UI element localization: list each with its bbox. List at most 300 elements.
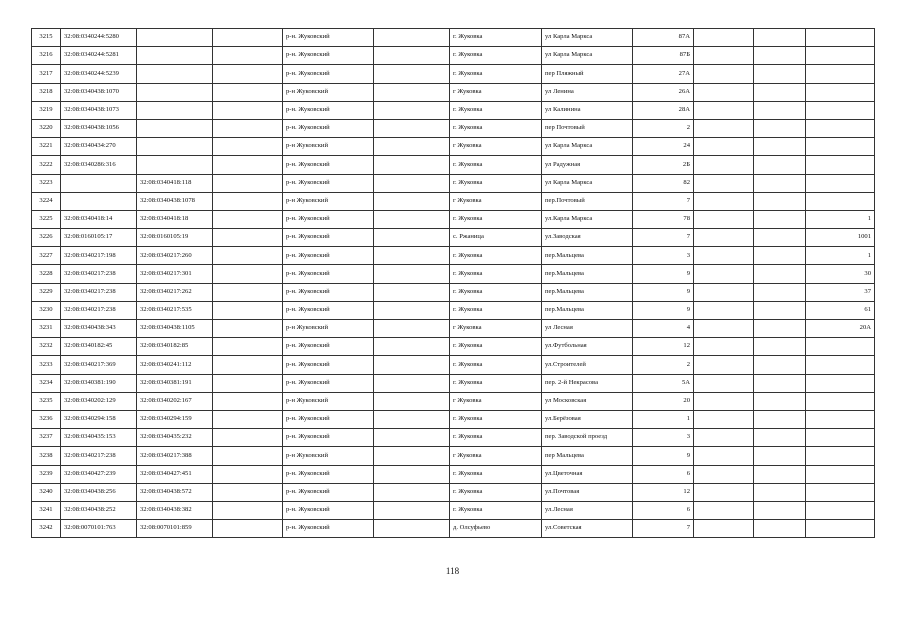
- district-cell: р-н. Жуковский: [283, 156, 374, 174]
- district-cell: р-н. Жуковский: [283, 356, 374, 374]
- apartment-number-cell: [806, 410, 875, 428]
- house-number-cell: 3: [633, 247, 694, 265]
- cadastral-number-alt-cell: [137, 119, 213, 137]
- blank-cell: [374, 156, 450, 174]
- locality-cell: г Жуковка: [450, 138, 542, 156]
- blank-cell: [694, 83, 754, 101]
- apartment-number-cell: 1: [806, 210, 875, 228]
- locality-cell: г. Жуковка: [450, 65, 542, 83]
- blank-cell: [694, 210, 754, 228]
- blank-cell: [694, 501, 754, 519]
- house-number-cell: 2: [633, 356, 694, 374]
- blank-cell: [694, 119, 754, 137]
- district-cell: р-н Жуковский: [283, 392, 374, 410]
- blank-cell: [213, 501, 283, 519]
- cadastral-number-cell: 32:08:0160105:17: [61, 229, 137, 247]
- blank-cell: [374, 65, 450, 83]
- district-cell: р-н. Жуковский: [283, 210, 374, 228]
- district-cell: р-н. Жуковский: [283, 501, 374, 519]
- apartment-number-cell: 30: [806, 265, 875, 283]
- street-cell: ул.Берёзовая: [542, 410, 633, 428]
- locality-cell: г. Жуковка: [450, 483, 542, 501]
- apartment-number-cell: [806, 119, 875, 137]
- street-cell: ул.Строителей: [542, 356, 633, 374]
- cadastral-number-alt-cell: [137, 47, 213, 65]
- blank-cell: [213, 192, 283, 210]
- cadastral-number-alt-cell: 32:08:0340241:112: [137, 356, 213, 374]
- cadastral-number-alt-cell: 32:08:0160105:19: [137, 229, 213, 247]
- table-row: [32, 174, 875, 192]
- table-row: [32, 501, 875, 519]
- street-cell: пер Мальцева: [542, 447, 633, 465]
- blank-cell: [754, 47, 806, 65]
- blank-cell: [694, 138, 754, 156]
- row-index-cell: 3233: [32, 356, 61, 374]
- cadastral-number-alt-cell: 32:08:0340202:167: [137, 392, 213, 410]
- cadastral-number-cell: 32:08:0340217:238: [61, 301, 137, 319]
- blank-cell: [213, 174, 283, 192]
- apartment-number-cell: [806, 29, 875, 47]
- blank-cell: [213, 447, 283, 465]
- locality-cell: г. Жуковка: [450, 47, 542, 65]
- locality-cell: г. Жуковка: [450, 410, 542, 428]
- locality-cell: д. Олсуфьево: [450, 520, 542, 538]
- blank-cell: [754, 265, 806, 283]
- cadastral-number-alt-cell: 32:08:0340438:572: [137, 483, 213, 501]
- row-index-cell: 3241: [32, 501, 61, 519]
- district-cell: р-н. Жуковский: [283, 374, 374, 392]
- table-row: [32, 374, 875, 392]
- blank-cell: [213, 338, 283, 356]
- registry-table: [31, 28, 875, 538]
- blank-cell: [374, 29, 450, 47]
- apartment-number-cell: [806, 447, 875, 465]
- cadastral-number-alt-cell: 32:08:0340418:118: [137, 174, 213, 192]
- apartment-number-cell: [806, 156, 875, 174]
- house-number-cell: 3: [633, 429, 694, 447]
- cadastral-number-cell: 32:08:0340217:238: [61, 265, 137, 283]
- street-cell: пер.Почтовый: [542, 192, 633, 210]
- locality-cell: г. Жуковка: [450, 210, 542, 228]
- house-number-cell: 9: [633, 447, 694, 465]
- row-index-cell: 3223: [32, 174, 61, 192]
- table-row: [32, 447, 875, 465]
- locality-cell: г Жуковка: [450, 320, 542, 338]
- street-cell: ул Калинина: [542, 101, 633, 119]
- house-number-cell: 26А: [633, 83, 694, 101]
- district-cell: р-н. Жуковский: [283, 47, 374, 65]
- cadastral-number-cell: 32:08:0340438:252: [61, 501, 137, 519]
- blank-cell: [694, 283, 754, 301]
- house-number-cell: 7: [633, 520, 694, 538]
- apartment-number-cell: [806, 138, 875, 156]
- cadastral-number-alt-cell: 32:08:0340438:1078: [137, 192, 213, 210]
- cadastral-number-cell: 32:08:0340217:198: [61, 247, 137, 265]
- cadastral-number-alt-cell: 32:08:0070101:859: [137, 520, 213, 538]
- blank-cell: [213, 356, 283, 374]
- blank-cell: [213, 374, 283, 392]
- blank-cell: [374, 210, 450, 228]
- blank-cell: [754, 210, 806, 228]
- blank-cell: [374, 265, 450, 283]
- table-row: [32, 192, 875, 210]
- house-number-cell: 9: [633, 283, 694, 301]
- district-cell: р-н. Жуковский: [283, 119, 374, 137]
- street-cell: ул.Карла Маркса: [542, 210, 633, 228]
- table-row: [32, 520, 875, 538]
- row-index-cell: 3228: [32, 265, 61, 283]
- cadastral-number-cell: 32:08:0340244:5239: [61, 65, 137, 83]
- apartment-number-cell: [806, 392, 875, 410]
- cadastral-number-cell: [61, 174, 137, 192]
- blank-cell: [374, 138, 450, 156]
- cadastral-number-cell: 32:08:0340438:1073: [61, 101, 137, 119]
- blank-cell: [694, 247, 754, 265]
- apartment-number-cell: [806, 83, 875, 101]
- blank-cell: [213, 119, 283, 137]
- locality-cell: г. Жуковка: [450, 356, 542, 374]
- cadastral-number-alt-cell: 32:08:0340217:535: [137, 301, 213, 319]
- house-number-cell: 7: [633, 229, 694, 247]
- table-row: [32, 29, 875, 47]
- table-row: [32, 301, 875, 319]
- blank-cell: [374, 320, 450, 338]
- street-cell: ул Московская: [542, 392, 633, 410]
- table-row: [32, 483, 875, 501]
- locality-cell: г. Жуковка: [450, 119, 542, 137]
- street-cell: пер. Заводской проезд: [542, 429, 633, 447]
- district-cell: р-н. Жуковский: [283, 410, 374, 428]
- district-cell: р-н. Жуковский: [283, 247, 374, 265]
- blank-cell: [213, 320, 283, 338]
- street-cell: пер.Мальцева: [542, 265, 633, 283]
- cadastral-number-cell: 32:08:0340381:190: [61, 374, 137, 392]
- row-index-cell: 3230: [32, 301, 61, 319]
- blank-cell: [694, 320, 754, 338]
- blank-cell: [213, 429, 283, 447]
- blank-cell: [754, 283, 806, 301]
- blank-cell: [694, 338, 754, 356]
- house-number-cell: 7: [633, 192, 694, 210]
- cadastral-number-cell: 32:08:0340244:5280: [61, 29, 137, 47]
- blank-cell: [754, 338, 806, 356]
- blank-cell: [754, 101, 806, 119]
- apartment-number-cell: [806, 47, 875, 65]
- cadastral-number-cell: 32:08:0340244:5281: [61, 47, 137, 65]
- street-cell: ул.Цветочная: [542, 465, 633, 483]
- apartment-number-cell: [806, 101, 875, 119]
- cadastral-number-cell: 32:08:0340182:45: [61, 338, 137, 356]
- house-number-cell: 87А: [633, 29, 694, 47]
- apartment-number-cell: 1001: [806, 229, 875, 247]
- blank-cell: [694, 520, 754, 538]
- house-number-cell: 82: [633, 174, 694, 192]
- blank-cell: [374, 338, 450, 356]
- blank-cell: [374, 465, 450, 483]
- cadastral-number-alt-cell: 32:08:0340418:18: [137, 210, 213, 228]
- blank-cell: [213, 83, 283, 101]
- blank-cell: [213, 47, 283, 65]
- street-cell: ул.Заводская: [542, 229, 633, 247]
- cadastral-number-cell: 32:08:0340217:238: [61, 283, 137, 301]
- blank-cell: [754, 410, 806, 428]
- blank-cell: [754, 247, 806, 265]
- street-cell: пер.Мальцева: [542, 301, 633, 319]
- blank-cell: [754, 174, 806, 192]
- blank-cell: [213, 101, 283, 119]
- blank-cell: [694, 483, 754, 501]
- table-row: [32, 265, 875, 283]
- blank-cell: [754, 229, 806, 247]
- house-number-cell: 4: [633, 320, 694, 338]
- row-index-cell: 3242: [32, 520, 61, 538]
- cadastral-number-alt-cell: [137, 156, 213, 174]
- locality-cell: г Жуковка: [450, 392, 542, 410]
- blank-cell: [694, 301, 754, 319]
- blank-cell: [374, 356, 450, 374]
- blank-cell: [694, 174, 754, 192]
- row-index-cell: 3232: [32, 338, 61, 356]
- cadastral-number-cell: 32:08:0340434:270: [61, 138, 137, 156]
- blank-cell: [374, 301, 450, 319]
- table-row: [32, 210, 875, 228]
- cadastral-number-cell: 32:08:0340294:158: [61, 410, 137, 428]
- cadastral-number-alt-cell: 32:08:0340217:388: [137, 447, 213, 465]
- district-cell: р-н. Жуковский: [283, 283, 374, 301]
- district-cell: р-н Жуковский: [283, 192, 374, 210]
- cadastral-number-alt-cell: 32:08:0340435:232: [137, 429, 213, 447]
- blank-cell: [213, 410, 283, 428]
- cadastral-number-cell: 32:08:0340435:153: [61, 429, 137, 447]
- blank-cell: [754, 501, 806, 519]
- cadastral-number-cell: 32:08:0340286:316: [61, 156, 137, 174]
- blank-cell: [754, 447, 806, 465]
- row-index-cell: 3221: [32, 138, 61, 156]
- row-index-cell: 3226: [32, 229, 61, 247]
- apartment-number-cell: [806, 429, 875, 447]
- blank-cell: [754, 138, 806, 156]
- street-cell: ул.Лесная: [542, 501, 633, 519]
- house-number-cell: 28А: [633, 101, 694, 119]
- blank-cell: [374, 247, 450, 265]
- table-row: [32, 320, 875, 338]
- table-row: [32, 65, 875, 83]
- street-cell: ул Радужная: [542, 156, 633, 174]
- apartment-number-cell: 61: [806, 301, 875, 319]
- cadastral-number-alt-cell: 32:08:0340217:260: [137, 247, 213, 265]
- table-row: [32, 392, 875, 410]
- locality-cell: г. Жуковка: [450, 501, 542, 519]
- blank-cell: [694, 156, 754, 174]
- house-number-cell: 2Б: [633, 156, 694, 174]
- cadastral-number-cell: 32:08:0340438:1056: [61, 119, 137, 137]
- blank-cell: [213, 138, 283, 156]
- blank-cell: [694, 29, 754, 47]
- table-row: [32, 410, 875, 428]
- row-index-cell: 3225: [32, 210, 61, 228]
- blank-cell: [694, 101, 754, 119]
- blank-cell: [754, 29, 806, 47]
- street-cell: ул Ленина: [542, 83, 633, 101]
- cadastral-number-alt-cell: [137, 138, 213, 156]
- cadastral-number-alt-cell: [137, 65, 213, 83]
- row-index-cell: 3229: [32, 283, 61, 301]
- street-cell: ул Карла Маркса: [542, 47, 633, 65]
- locality-cell: г Жуковка: [450, 447, 542, 465]
- blank-cell: [694, 47, 754, 65]
- blank-cell: [213, 283, 283, 301]
- table-row: [32, 229, 875, 247]
- blank-cell: [213, 520, 283, 538]
- blank-cell: [754, 65, 806, 83]
- table-row: [32, 283, 875, 301]
- apartment-number-cell: [806, 192, 875, 210]
- locality-cell: г. Жуковка: [450, 265, 542, 283]
- district-cell: р-н. Жуковский: [283, 101, 374, 119]
- row-index-cell: 3239: [32, 465, 61, 483]
- cadastral-number-alt-cell: [137, 29, 213, 47]
- blank-cell: [374, 119, 450, 137]
- cadastral-number-cell: 32:08:0340438:1070: [61, 83, 137, 101]
- cadastral-number-alt-cell: [137, 101, 213, 119]
- apartment-number-cell: [806, 65, 875, 83]
- blank-cell: [374, 83, 450, 101]
- cadastral-number-cell: 32:08:0340217:369: [61, 356, 137, 374]
- apartment-number-cell: [806, 174, 875, 192]
- locality-cell: г. Жуковка: [450, 374, 542, 392]
- cadastral-number-cell: 32:08:0340438:343: [61, 320, 137, 338]
- table-body: [32, 29, 875, 538]
- blank-cell: [213, 156, 283, 174]
- cadastral-number-cell: 32:08:0340217:238: [61, 447, 137, 465]
- street-cell: пер Почтовый: [542, 119, 633, 137]
- district-cell: р-н. Жуковский: [283, 338, 374, 356]
- table-row: [32, 119, 875, 137]
- house-number-cell: 6: [633, 501, 694, 519]
- locality-cell: г Жуковка: [450, 83, 542, 101]
- table-row: [32, 156, 875, 174]
- district-cell: р-н Жуковский: [283, 447, 374, 465]
- row-index-cell: 3231: [32, 320, 61, 338]
- apartment-number-cell: [806, 465, 875, 483]
- blank-cell: [754, 356, 806, 374]
- locality-cell: г. Жуковка: [450, 283, 542, 301]
- blank-cell: [694, 392, 754, 410]
- locality-cell: г Жуковка: [450, 192, 542, 210]
- cadastral-number-alt-cell: 32:08:0340438:382: [137, 501, 213, 519]
- table-row: [32, 338, 875, 356]
- house-number-cell: 78: [633, 210, 694, 228]
- blank-cell: [694, 447, 754, 465]
- row-index-cell: 3218: [32, 83, 61, 101]
- blank-cell: [754, 119, 806, 137]
- locality-cell: г. Жуковка: [450, 301, 542, 319]
- house-number-cell: 87Б: [633, 47, 694, 65]
- locality-cell: г. Жуковка: [450, 174, 542, 192]
- locality-cell: г. Жуковка: [450, 338, 542, 356]
- apartment-number-cell: [806, 483, 875, 501]
- street-cell: пер Пляжный: [542, 65, 633, 83]
- house-number-cell: 12: [633, 338, 694, 356]
- house-number-cell: 5А: [633, 374, 694, 392]
- locality-cell: г. Жуковка: [450, 429, 542, 447]
- cadastral-number-alt-cell: [137, 83, 213, 101]
- blank-cell: [374, 410, 450, 428]
- house-number-cell: 1: [633, 410, 694, 428]
- page-number: 118: [445, 566, 460, 576]
- table-row: [32, 83, 875, 101]
- blank-cell: [754, 301, 806, 319]
- row-index-cell: 3235: [32, 392, 61, 410]
- blank-cell: [374, 520, 450, 538]
- blank-cell: [694, 465, 754, 483]
- table-row: [32, 101, 875, 119]
- blank-cell: [754, 374, 806, 392]
- apartment-number-cell: [806, 356, 875, 374]
- house-number-cell: 9: [633, 265, 694, 283]
- blank-cell: [694, 265, 754, 283]
- blank-cell: [213, 65, 283, 83]
- table-row: [32, 356, 875, 374]
- blank-cell: [754, 192, 806, 210]
- row-index-cell: 3237: [32, 429, 61, 447]
- house-number-cell: 20: [633, 392, 694, 410]
- table-row: [32, 47, 875, 65]
- blank-cell: [213, 301, 283, 319]
- house-number-cell: 24: [633, 138, 694, 156]
- cadastral-number-alt-cell: 32:08:0340217:301: [137, 265, 213, 283]
- locality-cell: с. Ржаница: [450, 229, 542, 247]
- street-cell: ул.Почтовая: [542, 483, 633, 501]
- district-cell: р-н. Жуковский: [283, 29, 374, 47]
- cadastral-number-alt-cell: 32:08:0340294:159: [137, 410, 213, 428]
- blank-cell: [754, 83, 806, 101]
- row-index-cell: 3215: [32, 29, 61, 47]
- table-row: [32, 138, 875, 156]
- row-index-cell: 3216: [32, 47, 61, 65]
- district-cell: р-н. Жуковский: [283, 174, 374, 192]
- street-cell: ул Лесная: [542, 320, 633, 338]
- blank-cell: [374, 174, 450, 192]
- cadastral-number-cell: 32:08:0340418:14: [61, 210, 137, 228]
- blank-cell: [754, 465, 806, 483]
- row-index-cell: 3224: [32, 192, 61, 210]
- locality-cell: г. Жуковка: [450, 101, 542, 119]
- street-cell: ул.Советская: [542, 520, 633, 538]
- row-index-cell: 3220: [32, 119, 61, 137]
- district-cell: р-н. Жуковский: [283, 483, 374, 501]
- row-index-cell: 3217: [32, 65, 61, 83]
- apartment-number-cell: [806, 338, 875, 356]
- blank-cell: [694, 229, 754, 247]
- blank-cell: [754, 156, 806, 174]
- row-index-cell: 3219: [32, 101, 61, 119]
- blank-cell: [754, 520, 806, 538]
- district-cell: р-н. Жуковский: [283, 265, 374, 283]
- cadastral-number-alt-cell: 32:08:0340182:85: [137, 338, 213, 356]
- row-index-cell: 3240: [32, 483, 61, 501]
- house-number-cell: 6: [633, 465, 694, 483]
- house-number-cell: 12: [633, 483, 694, 501]
- row-index-cell: 3227: [32, 247, 61, 265]
- blank-cell: [694, 410, 754, 428]
- blank-cell: [374, 374, 450, 392]
- blank-cell: [374, 483, 450, 501]
- district-cell: р-н Жуковский: [283, 138, 374, 156]
- blank-cell: [694, 429, 754, 447]
- blank-cell: [374, 392, 450, 410]
- blank-cell: [213, 29, 283, 47]
